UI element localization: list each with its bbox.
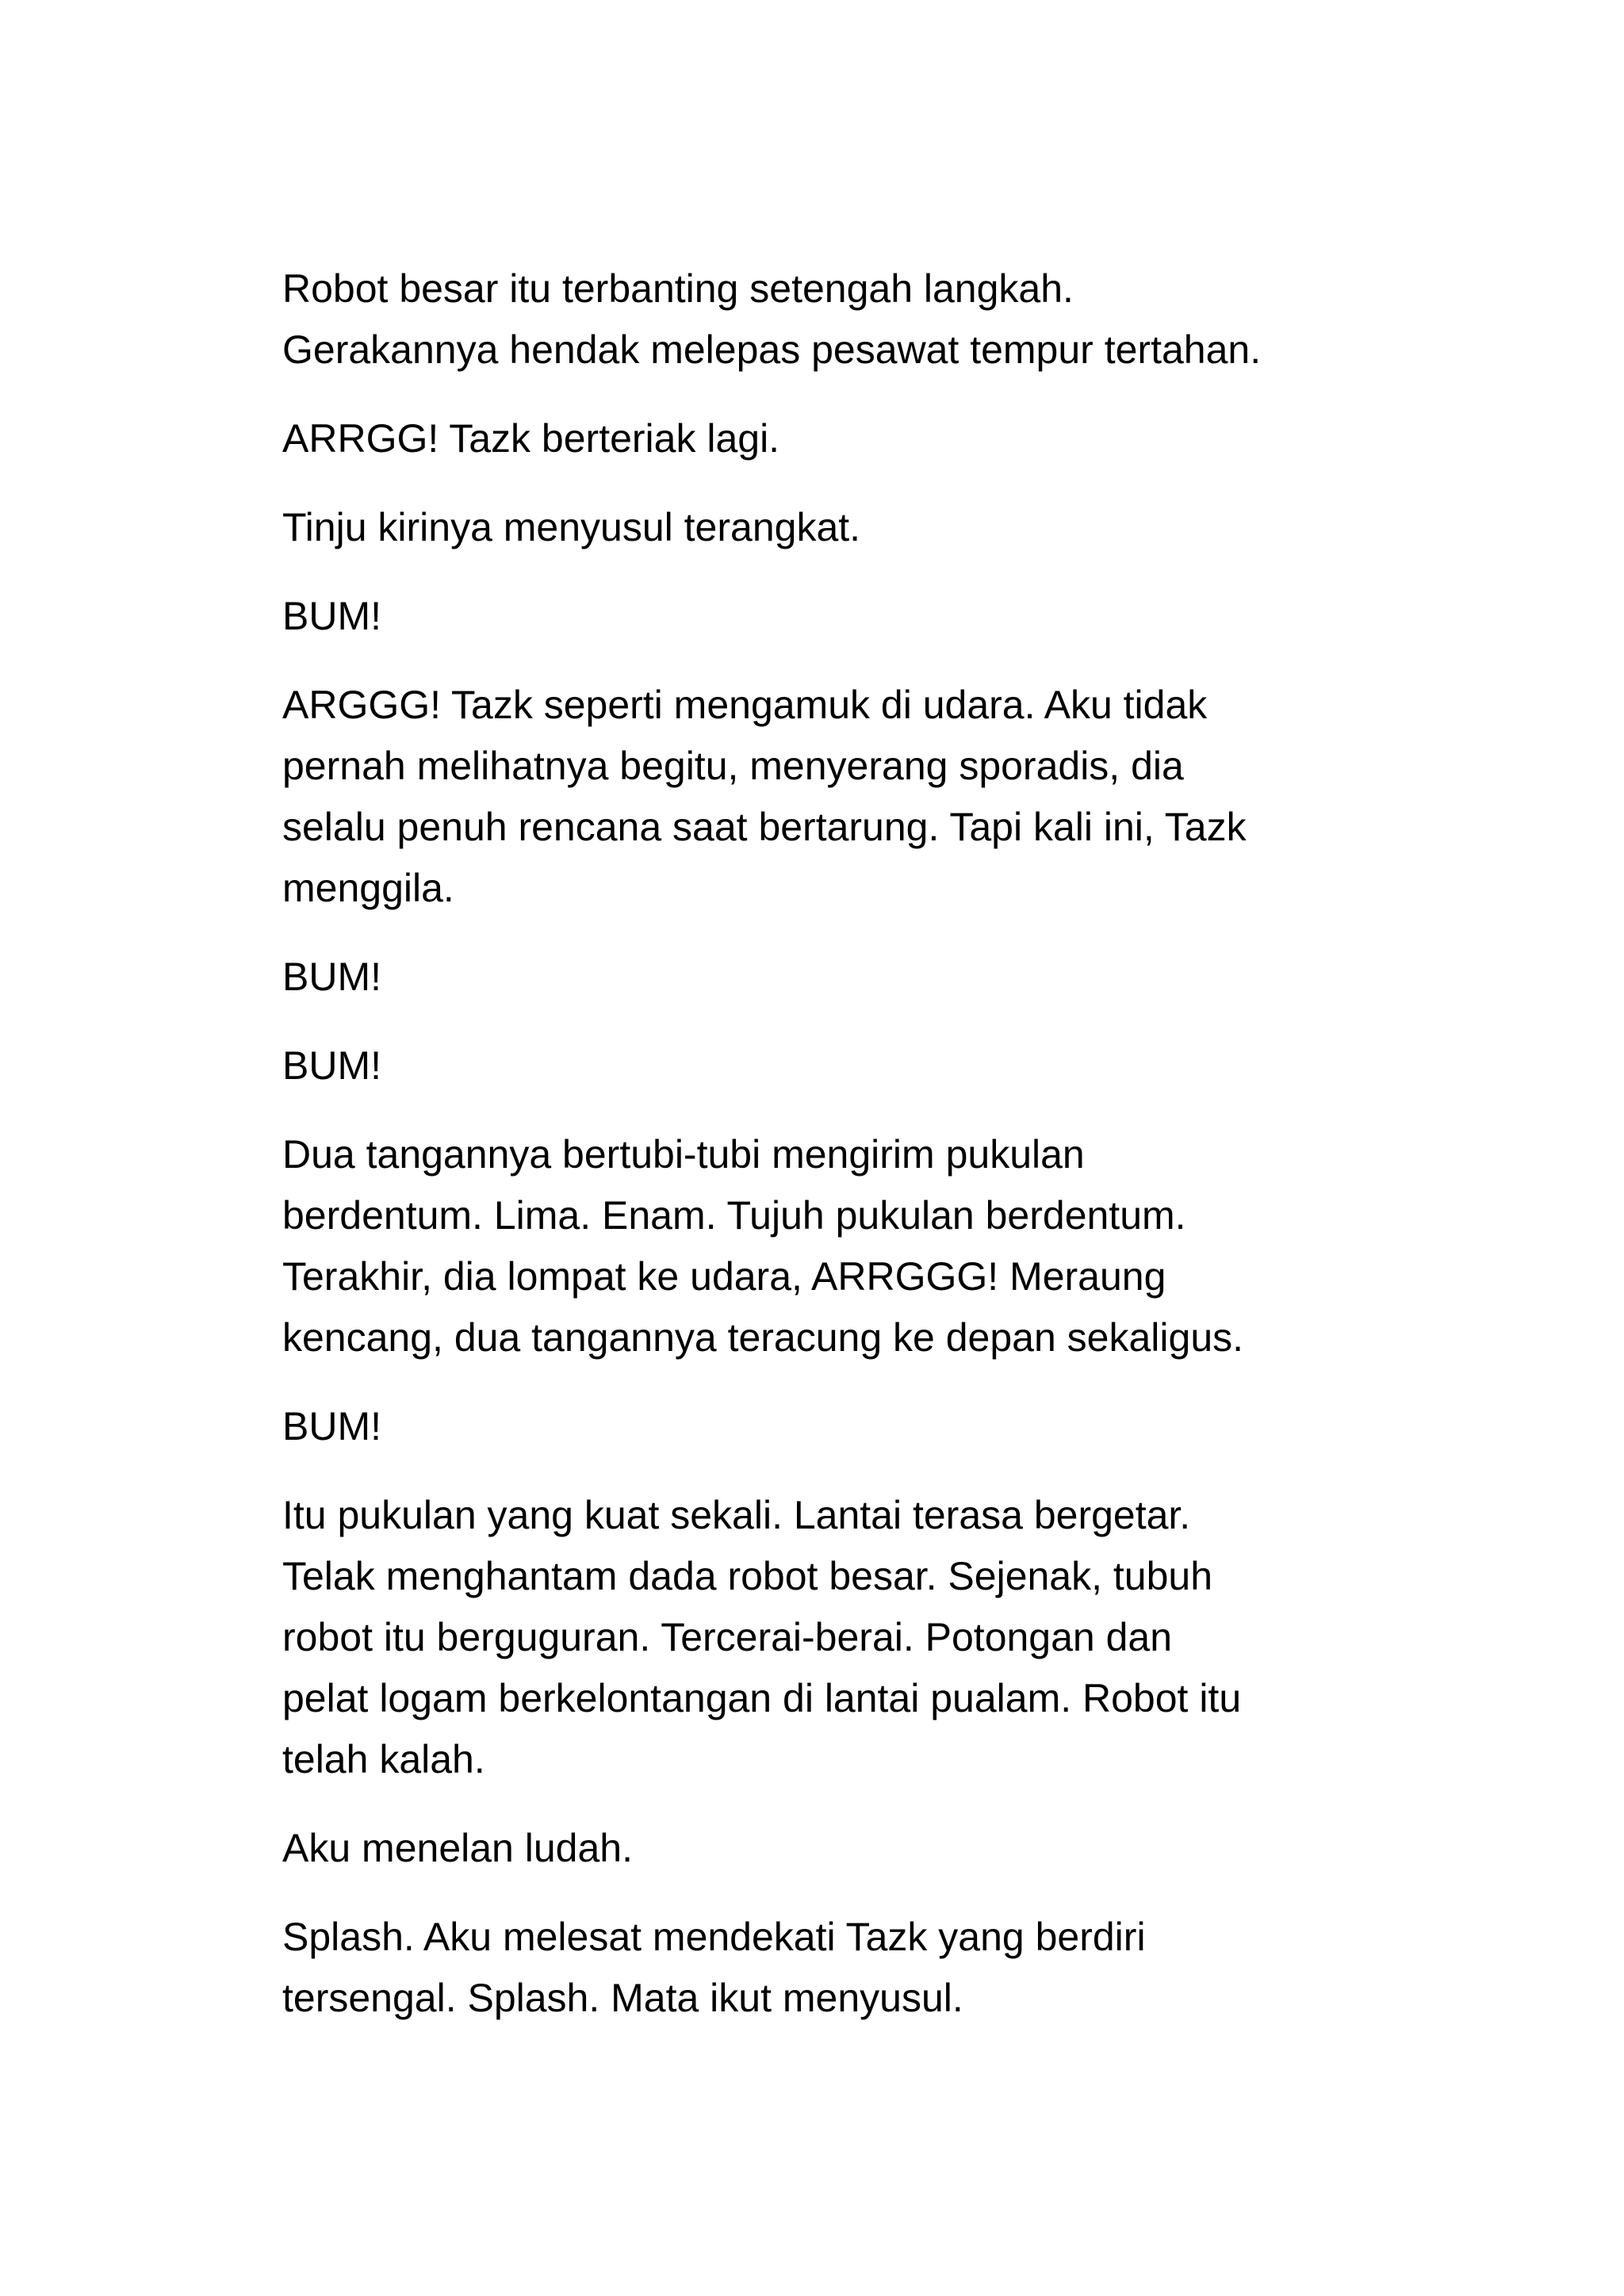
paragraph-3: Tinju kirinya menyusul terangkat. [282,505,861,549]
paragraph-2: ARRGG! Tazk berteriak lagi. [282,416,780,461]
paragraph-5: ARGGG! Tazk seperti mengamuk di udara. Aku tidak pernah melihatnya begitu, menyerang sporadis, dia selalu penuh rencana saat bertarung. Tapi kali ini, Tazk menggila. [282,683,1247,910]
paragraph-8: Dua tangannya bertubi-tubi mengirim pukulan berdentum. Lima. Enam. Tujuh pukulan berdentum. Terakhir, dia lompat ke udara, ARRGGG! Meraung kencang, dua tangannya teracung ke depan sekaligus. [282,1132,1244,1360]
paragraph-9: BUM! [282,1404,381,1448]
body-text [282,258,1392,2057]
paragraph-11: Aku menelan ludah. [282,1826,633,1870]
paragraph-7: BUM! [282,1043,381,1088]
paragraph-1: Robot besar itu terbanting setengah langkah. Gerakannya hendak melepas pesawat tempur tertahan. [282,266,1262,372]
paragraph-4: BUM! [282,594,381,638]
paragraph-6: BUM! [282,955,381,999]
paragraph-12: Splash. Aku melesat mendekati Tazk yang berdiri tersengal. Splash. Mata ikut menyusul. [282,1915,1146,2020]
paragraph-10: Itu pukulan yang kuat sekali. Lantai terasa bergetar. Telak menghantam dada robot besar. Sejenak, tubuh robot itu berguguran. Tercerai-berai. Potongan dan pelat logam berkelontangan di lantai pualam. Robot itu telah kalah. [282,1493,1242,1781]
